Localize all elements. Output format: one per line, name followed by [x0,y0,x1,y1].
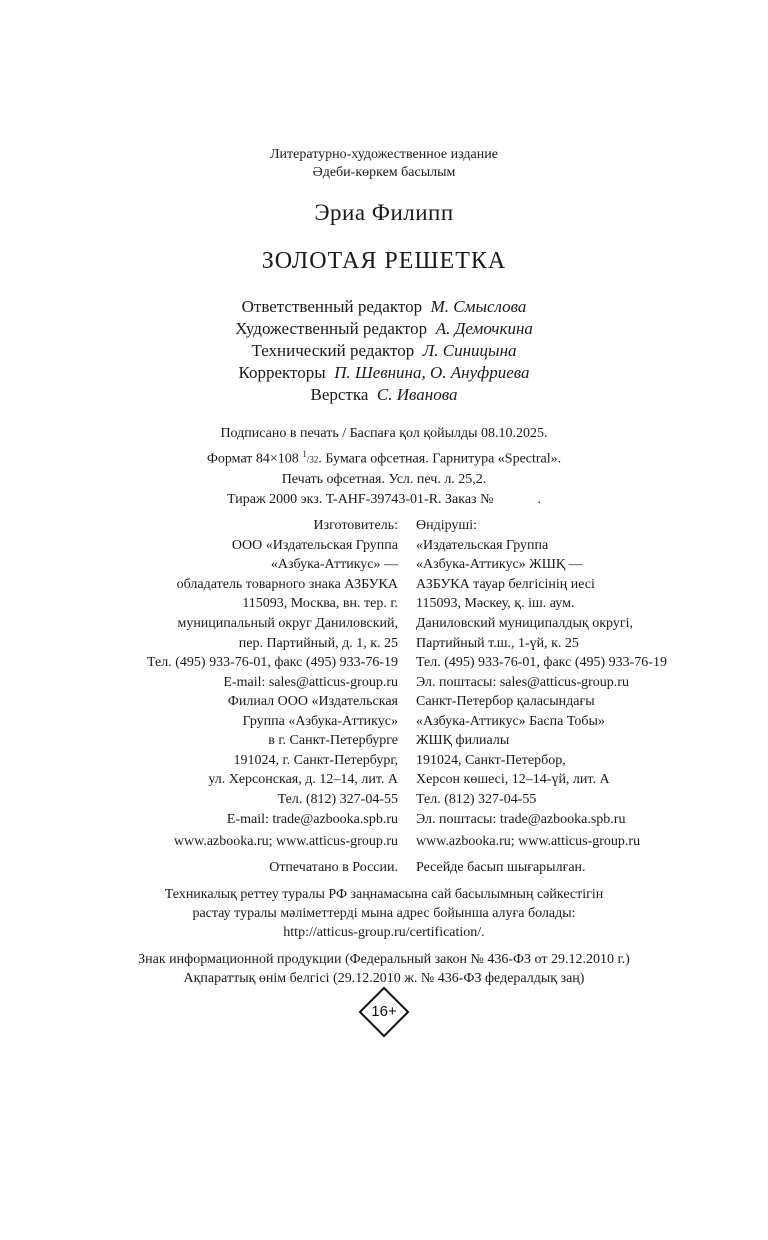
credit-role: Технический редактор [251,341,415,360]
text-line: «Азбука-Аттикус» ЖШҚ — [416,557,583,573]
credit-row [0,384,768,406]
text-line: 191024, Санкт-Петербор, [416,752,566,768]
credit-role: Ответственный редактор [241,297,423,316]
text-line: Изготовитель: [313,518,398,533]
text-line: 115093, Москва, вн. тер. г. [242,596,398,612]
text-line: Партийный т.ш., 1-үй, к. 25 [416,635,579,651]
website-ru: www.azbooka.ru; www.atticus-group.ru [173,834,398,849]
credit-row [0,340,768,362]
text-line: Санкт-Петербор қаласындағы [416,694,595,709]
manufacturer-kz [416,516,667,692]
text-line: муниципальный округ Даниловский, [177,615,398,631]
imprint-format: Формат 84×108 $^1$/32. Бумага офсетная. Гарнитура «Spectral». [206,449,562,467]
text-line: обладатель товарного знака АЗБУКА [176,576,398,592]
age-rating-badge [357,985,411,1039]
text-line: Филиал ООО «Издательская [227,694,398,709]
text-line: Херсон көшесі, 12–14-үй, лит. А [416,772,610,788]
email-line: Эл. поштасы: trade@azbooka.spb.ru [416,811,626,827]
text-line: Тел. (812) 327-04-55 [277,791,398,807]
text-line: пер. Партийный, д. 1, к. 25 [238,635,398,651]
credit-role: Корректоры [238,363,326,382]
credit-row [0,318,768,340]
text-line: «Издательская Группа [416,537,549,553]
text-line: Өндіруші: [416,518,477,533]
info-product-mark [0,950,768,988]
website-kz: www.azbooka.ru; www.atticus-group.ru [416,834,641,849]
imprint-run: Тираж 2000 экз. T-AHF-39743-01-R. Заказ № . [227,491,541,507]
printed-ru: Отпечатано в России. [269,860,398,875]
email-line: Эл. поштасы: sales@atticus-group.ru [416,674,629,690]
text-line: Ақпараттық өнім белгісі (29.12.2010 ж. № 436-ФЗ федералдық заң) [183,971,585,986]
edition-type [0,146,768,182]
email-line: E-mail: sales@atticus-group.ru [223,674,398,690]
branch-ru [208,692,398,829]
text-line: 115093, Мәскеу, қ. іш. аум. [416,596,575,612]
credit-row [0,362,768,384]
certification-note [0,885,768,942]
branch-kz [416,692,625,829]
text-line: ЖШҚ филиалы [416,733,510,749]
text-line: Тел. (495) 933-76-01, факс (495) 933-76-19 [416,655,667,671]
text-line: Техникалық реттеу туралы РФ заңнамасына сай басылымның сәйкестігін [164,887,604,902]
credit-name: М. Смыслова [430,297,527,316]
certification-url: http://atticus-group.ru/certification/. [283,925,485,940]
credit-name: Л. Синицына [422,341,517,360]
edition-type-ru: Литературно-художественное издание [270,147,498,162]
text-line: ООО «Издательская Группа [231,537,398,553]
text-line: АЗБУКА тауар белгісінің иесі [416,576,595,592]
text-line: Тел. (812) 327-04-55 [416,791,537,807]
email-line: E-mail: trade@azbooka.spb.ru [226,811,398,827]
book-title: ЗОЛОТАЯ РЕШЕТКА [261,248,507,274]
edition-type-kz: Әдеби-көркем басылым [312,165,456,180]
manufacturer-ru [147,516,398,692]
text-line: Даниловский муниципалдық округі, [416,615,633,631]
age-rating-label: 16+ [371,1003,397,1020]
credit-name: А. Демочкина [435,319,533,338]
credit-row [0,296,768,318]
credit-role: Верстка [310,385,369,404]
book-author: Эриа Филипп [314,200,454,225]
printed-kz: Ресейде басып шығарылған. [416,860,586,875]
credit-role: Художественный редактор [235,319,428,338]
text-line: Группа «Азбука-Аттикус» [242,713,398,729]
imprint-details [0,424,768,510]
credit-name: С. Иванова [376,385,458,404]
text-line: ул. Херсонская, д. 12–14, лит. А [208,772,398,788]
credits-list [0,296,768,406]
text-line: Тел. (495) 933-76-01, факс (495) 933-76-19 [147,655,398,671]
text-line: «Азбука-Аттикус» — [270,557,398,573]
text-line: растау туралы мәліметтерді мына адрес бойынша алуға болады: [192,906,576,921]
imprint-signed: Подписано в печать / Баспаға қол қойылды 08.10.2025. [220,426,548,441]
text-line: «Азбука-Аттикус» Баспа Тобы» [416,713,605,729]
text-line: в г. Санкт-Петербурге [268,733,398,749]
credit-name: П. Шевнина, О. Ануфриева [334,363,530,382]
text-line: 191024, г. Санкт-Петербург, [233,752,398,768]
imprint-print: Печать офсетная. Усл. печ. л. 25,2. [281,471,487,487]
text-line: Знак информационной продукции (Федеральный закон № 436-ФЗ от 29.12.2010 г.) [138,952,630,967]
